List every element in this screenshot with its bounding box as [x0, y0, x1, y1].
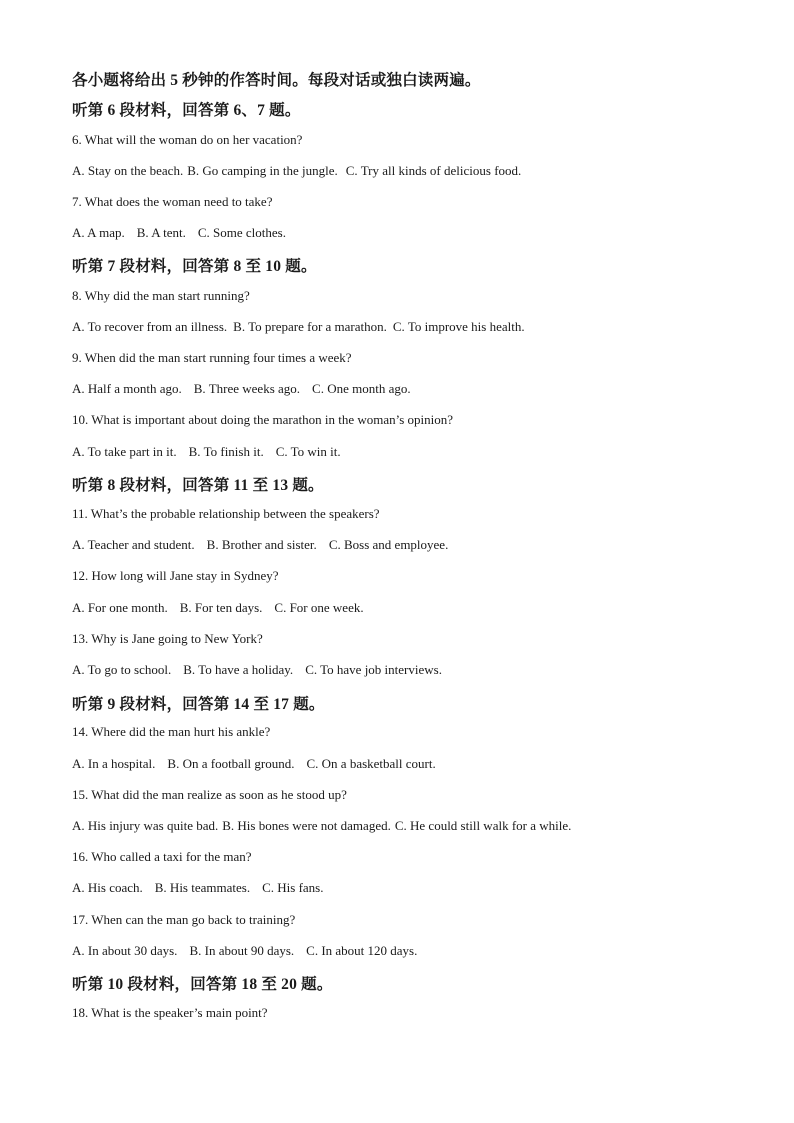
instructions-line: 各小题将给出 5 秒钟的作答时间。每段对话或独白读两遍。 [72, 72, 481, 89]
option-a: A. Teacher and student. [72, 537, 195, 552]
option-c: C. Some clothes. [197, 225, 286, 240]
option-c: C. His fans. [262, 880, 324, 895]
question-13: 13. Why is Jane going to New York? [72, 631, 263, 646]
option-b: B. Three weeks ago. [193, 381, 301, 396]
options-6 [72, 163, 521, 179]
option-b: B. A tent. [136, 225, 186, 240]
option-c: C. To win it. [275, 444, 341, 459]
question-15: 15. What did the man realize as soon as he stood up? [72, 787, 347, 802]
section-heading-7: 听第 7 段材料，回答第 8 至 10 题。 [72, 258, 317, 275]
option-b: B. To finish it. [188, 444, 264, 459]
options-9 [72, 381, 411, 397]
question-14: 14. Where did the man hurt his ankle? [72, 724, 271, 739]
option-b: B. To prepare for a marathon. [233, 319, 387, 334]
question-11: 11. What’s the probable relationship between the speakers? [72, 506, 380, 521]
option-c: C. Boss and employee. [328, 537, 449, 552]
option-b: B. For ten days. [179, 600, 263, 615]
options-10 [72, 444, 341, 460]
option-b: B. Go camping in the jungle. [187, 163, 338, 178]
options-8 [72, 319, 525, 335]
option-b: B. On a football ground. [167, 756, 295, 771]
option-b: B. In about 90 days. [189, 943, 295, 958]
section-heading-10: 听第 10 段材料，回答第 18 至 20 题。 [72, 976, 333, 993]
question-9: 9. When did the man start running four times a week? [72, 350, 352, 365]
option-a: A. A map. [72, 225, 125, 240]
option-c: C. Try all kinds of delicious food. [345, 163, 522, 178]
option-c: C. He could still walk for a while. [394, 818, 572, 833]
question-6: 6. What will the woman do on her vacation? [72, 132, 303, 147]
option-c: C. In about 120 days. [306, 943, 418, 958]
options-16 [72, 880, 323, 896]
options-14 [72, 756, 436, 772]
option-b: B. To have a holiday. [183, 662, 294, 677]
option-c: C. For one week. [274, 600, 364, 615]
options-17 [72, 943, 417, 959]
option-a: A. In a hospital. [72, 756, 156, 771]
option-a: A. Half a month ago. [72, 381, 182, 396]
section-heading-9: 听第 9 段材料，回答第 14 至 17 题。 [72, 696, 325, 713]
option-a: A. In about 30 days. [72, 943, 178, 958]
option-a: A. To recover from an illness. [72, 319, 228, 334]
options-15 [72, 818, 571, 834]
option-b: B. Brother and sister. [206, 537, 317, 552]
options-13 [72, 662, 442, 678]
option-b: B. His bones were not damaged. [222, 818, 391, 833]
question-16: 16. Who called a taxi for the man? [72, 849, 252, 864]
section-heading-8: 听第 8 段材料，回答第 11 至 13 题。 [72, 477, 324, 494]
option-a: A. To go to school. [72, 662, 172, 677]
question-8: 8. Why did the man start running? [72, 288, 250, 303]
question-18: 18. What is the speaker’s main point? [72, 1005, 268, 1020]
option-a: A. His injury was quite bad. [72, 818, 219, 833]
question-7: 7. What does the woman need to take? [72, 194, 273, 209]
question-12: 12. How long will Jane stay in Sydney? [72, 568, 279, 583]
option-b: B. His teammates. [154, 880, 251, 895]
section-heading-6: 听第 6 段材料，回答第 6、7 题。 [72, 102, 301, 119]
option-a: A. For one month. [72, 600, 168, 615]
option-c: C. On a basketball court. [306, 756, 436, 771]
option-c: C. To improve his health. [392, 319, 525, 334]
option-a: A. To take part in it. [72, 444, 177, 459]
option-a: A. His coach. [72, 880, 143, 895]
option-c: C. One month ago. [312, 381, 411, 396]
option-a: A. Stay on the beach. [72, 163, 184, 178]
options-7 [72, 225, 286, 241]
options-12 [72, 600, 364, 616]
options-11 [72, 537, 448, 553]
option-c: C. To have job interviews. [305, 662, 442, 677]
question-10: 10. What is important about doing the marathon in the woman’s opinion? [72, 412, 454, 427]
question-17: 17. When can the man go back to training? [72, 912, 296, 927]
